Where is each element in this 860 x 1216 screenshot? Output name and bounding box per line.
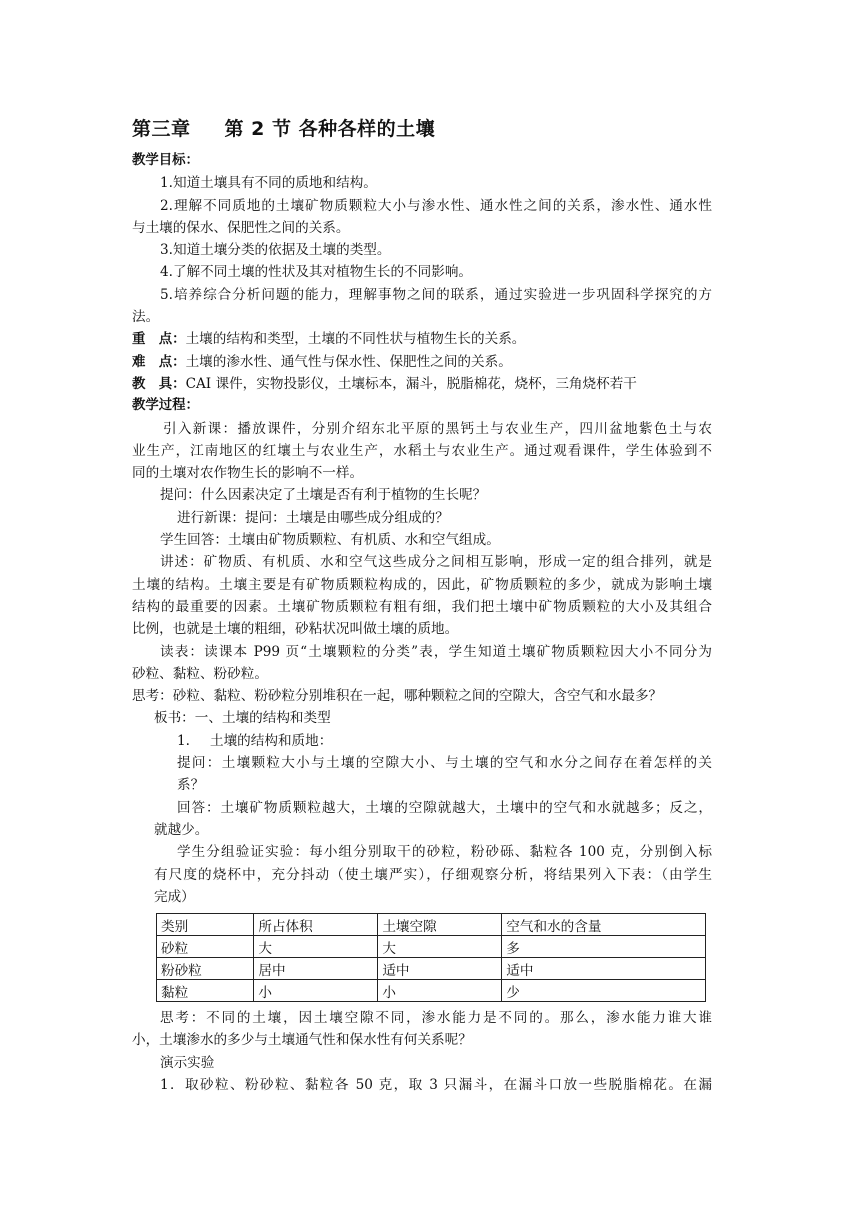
goals-heading: 教学目标： (132, 153, 199, 168)
table-cell: 少 (502, 980, 706, 1002)
table-cell: 居中 (254, 958, 378, 980)
goal-item: 2.理解不同质地的土壤矿物质颗粒大小与渗水性、通水性之间的关系，渗水性、通水性 (160, 197, 712, 214)
demo-experiment-heading: 演示实验 (160, 1054, 215, 1071)
goal-item-continued: 与土壤的保水、保肥性之间的关系。 (132, 219, 350, 236)
process-paragraph-line: 同的土壤对农作物生长的影响不一样。 (132, 465, 364, 482)
process-paragraph-line: 读表：读课本 P99 页“土壤颗粒的分类”表，学生知道土壤矿物质颗粒因大小不同分为 (160, 643, 712, 660)
process-paragraph-line: 讲述：矿物质、有机质、水和空气这些成分之间相互影响，形成一定的组合排列，就是 (160, 554, 712, 571)
subsection-heading (132, 730, 712, 752)
goal-item: 4.了解不同土壤的性状及其对植物生长的不同影响。 (160, 264, 473, 281)
section-title: 第 2 节 各种各样的土壤 (224, 118, 436, 140)
table-header-cell: 类别 (157, 914, 254, 936)
process-paragraph-line: 小，土壤渗水的多少与土壤通气性和保水性有何关系呢？ (132, 1032, 472, 1049)
table-header-cell: 所占体积 (254, 914, 378, 936)
table-cell: 适中 (502, 958, 706, 980)
key-point-text: 土壤的结构和类型，土壤的不同性状与植物生长的关系。 (185, 331, 526, 348)
process-paragraph-line: 有尺度的烧杯中，充分抖动（使土壤严实），仔细观察分析，将结果列入下表：（由学生 (154, 866, 712, 883)
table-cell: 黏粒 (157, 980, 254, 1002)
chapter-label: 第三章 (132, 118, 191, 140)
soil-results-table (156, 913, 706, 1002)
process-paragraph-line: 砂粒、黏粒、粉砂粒。 (132, 665, 268, 682)
process-paragraph-line: 业生产，江南地区的红壤土与农业生产，水稻土与农业生产。通过观看课件，学生体验到不 (132, 442, 712, 459)
teaching-tools-label: 教 具： (132, 376, 186, 392)
difficulty-label: 难 点： (132, 354, 186, 370)
process-paragraph-line: 完成） (154, 888, 195, 905)
teaching-tools (132, 373, 712, 395)
blackboard-note: 板书：一、土壤的结构和类型 (154, 710, 331, 727)
process-paragraph-line: 就越少。 (154, 821, 209, 838)
table-cell: 大 (254, 936, 378, 958)
process-paragraph-line: 学生分组验证实验：每小组分别取干的砂粒，粉砂砾、黏粒各 100 克，分别倒入标 (177, 844, 712, 861)
process-new-lesson: 进行新课：提问：土壤是由哪些成分组成的？ (177, 509, 449, 526)
process-think: 思考：不同的土壤，因土壤空隙不同，渗水能力是不同的。那么，渗水能力谁大谁 (160, 1010, 712, 1027)
process-paragraph-line: 引入新课：播放课件，分别介绍东北平原的黑钙土与农业生产，四川盆地紫色土与农 (163, 420, 712, 437)
table-cell: 小 (378, 980, 502, 1002)
table-header-cell: 土壤空隙 (378, 914, 502, 936)
process-question: 提问：什么因素决定了土壤是否有利于植物的生长呢？ (160, 487, 487, 504)
table-row (157, 958, 706, 980)
goal-item-continued: 法。 (132, 309, 160, 326)
table-cell: 粉砂粒 (157, 958, 254, 980)
difficulty-text: 土壤的渗水性、通气性与保水性、保肥性之间的关系。 (185, 353, 512, 370)
process-paragraph-line: 比例，也就是土壤的粗细，砂粘状况叫做土壤的质地。 (132, 621, 459, 638)
key-point (132, 328, 712, 350)
table-cell: 多 (502, 936, 706, 958)
key-point-label: 重 点： (132, 332, 186, 348)
document-body (132, 150, 712, 1096)
table-cell: 大 (378, 936, 502, 958)
process-paragraph-line: 提问：土壤颗粒大小与土壤的空隙大小、与土壤的空气和水分之间存在着怎样的关 (177, 755, 712, 772)
teaching-tools-text: CAI 课件，实物投影仪，土壤标本，漏斗，脱脂棉花，烧杯，三角烧杯若干 (185, 375, 637, 392)
goal-item: 1.知道土壤具有不同的质地和结构。 (160, 175, 377, 192)
process-paragraph-line: 回答：土壤矿物质颗粒越大，土壤的空隙就越大，土壤中的空气和水就越多；反之， (177, 799, 712, 816)
page-title (132, 114, 435, 141)
table-cell: 砂粒 (157, 936, 254, 958)
table-row (157, 980, 706, 1002)
process-heading: 教学过程： (132, 398, 199, 414)
table-row (157, 936, 706, 958)
process-paragraph-line: 土壤的结构。土壤主要是有矿物质颗粒构成的，因此，矿物质颗粒的多少，就成为影响土壤 (132, 576, 712, 593)
difficulty (132, 351, 712, 373)
table-cell: 小 (254, 980, 378, 1002)
process-paragraph-line: 系？ (177, 777, 205, 794)
table-cell: 适中 (378, 958, 502, 980)
process-paragraph-line: 1．取砂粒、粉砂粒、黏粒各 50 克，取 3 只漏斗，在漏斗口放一些脱脂棉花。在漏 (160, 1076, 712, 1093)
goal-item: 5.培养综合分析问题的能力，理解事物之间的联系，通过实验进一步巩固科学探究的方 (160, 286, 712, 303)
process-student-answer: 学生回答：土壤由矿物质颗粒、有机质、水和空气组成。 (160, 532, 500, 549)
process-think: 思考：砂粒、黏粒、粉砂粒分别堆积在一起，哪种颗粒之间的空隙大，含空气和水最多？ (132, 688, 663, 705)
subsection-number: 1. (177, 732, 190, 749)
table-header-cell: 空气和水的含量 (502, 914, 706, 936)
process-paragraph-line: 结构的最重要的因素。土壤矿物质颗粒有粗有细，我们把土壤中矿物质颗粒的大小及其组合 (132, 598, 712, 615)
table-header-row (157, 914, 706, 936)
goal-item: 3.知道土壤分类的依据及土壤的类型。 (160, 242, 391, 259)
subsection-title: 土壤的结构和质地： (209, 732, 333, 749)
